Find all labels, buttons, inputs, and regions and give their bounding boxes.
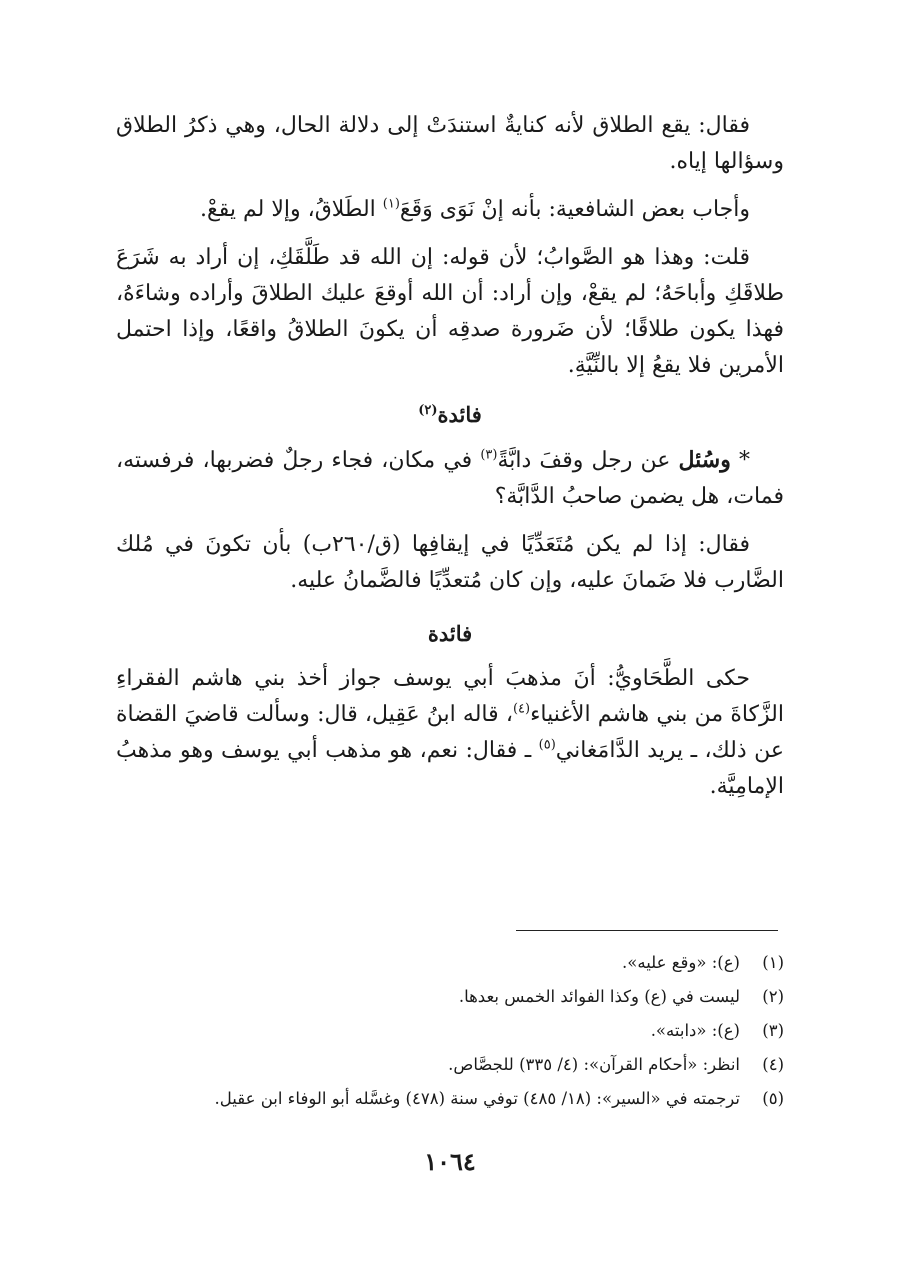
paragraph-4-bold: وسُئل [678,447,731,473]
footnote-item [116,1048,784,1082]
paragraph-4 [116,442,784,515]
paragraph-2 [116,192,784,228]
footnote-number: (٢) [762,987,784,1006]
footnote-text: (ع): «دابته». [650,1021,740,1040]
paragraph-6-text-c: ـ فقال: نعم، هو مذهب أبي يوسف وهو مذهبُ الإمامِيَّة. [116,738,784,799]
footnote-item [116,980,784,1014]
footnote-ref-5: (٥) [538,737,556,753]
footnote-number: (١) [762,953,784,972]
section-heading-1 [116,398,784,432]
footnote-text: ليست في (ع) وكذا الفوائد الخمس بعدها. [458,987,740,1006]
paragraph-4-text-a: عن رجل وقفَ دابَّةً [497,448,679,473]
section-heading-1-text: فائدة [437,402,482,427]
paragraph-1: فقال: يقع الطلاق لأنه كنايةٌ استندَتْ إلى دلالة الحال، وهي ذكرُ الطلاق وسؤالها إياه. [116,113,784,174]
star-marker: * [730,448,750,473]
paragraph-6-text-a: حكى الطَّحَاويُّ: أنَ مذهبَ أبي يوسف جواز أخذ بني هاشم الفقراءِ الزَّكاةَ من بني هاشم الأغنياء [116,666,784,727]
paragraph-5: فقال: إذا لم يكن مُتَعَدِّيًا في إيقافِها (ق/٢٦٠ب) بأن تكونَ في مُلك الضَّارب فلا ضَمانَ عليه، وإن كان مُتعدِّيًا فالضَّمانُ عليه. [116,532,784,593]
footnote-item [116,1014,784,1048]
main-text [116,108,784,805]
paragraph-4-text-b: في مكان، فجاء رجلٌ فضربها، فرفسته، فمات، هل يضمن صاحبُ الدَّابَّة؟ [116,448,784,509]
footnote-item [116,946,784,980]
footnote-ref-4: (٤) [512,701,531,717]
footnote-ref-1: (١) [382,196,400,212]
footnote-text: ترجمته في «السير»: (١٨/ ٤٨٥) توفي سنة (٤٧٨) وغسَّله أبو الوفاء ابن عقيل. [214,1089,740,1108]
footnote-number: (٤) [762,1055,784,1074]
page-number: ١٠٦٤ [424,1147,476,1176]
footnote-ref-2: (٢) [418,403,438,418]
footnote-number: (٣) [762,1021,784,1040]
footnote-text: انظر: «أحكام القرآن»: (٤/ ٣٣٥) للجصَّاص. [448,1055,740,1074]
footnotes [116,946,784,1116]
paragraph-6-text-b: ، قاله ابنُ عَقِيل، قال: وسألت قاضيَ القضاة عن ذلك، ـ يريد الدَّامَغاني [116,702,784,763]
footnote-item [116,1082,784,1116]
section-heading-2: فائدة [427,621,473,646]
footnote-separator [516,930,778,931]
paragraph-2-text-a: وأجاب بعض الشافعية: بأنه إنْ نَوَى وَقَعَ [399,197,750,222]
paragraph-2-text-b: الطَلاقُ، وإلا لم يقعْ. [200,197,383,222]
footnote-text: (ع): «وقع عليه». [622,953,740,972]
footnote-number: (٥) [762,1089,784,1108]
paragraph-6 [116,661,784,805]
paragraph-3: قلت: وهذا هو الصَّوابُ؛ لأن قوله: إن الله قد طَلَّقَكِ، إن أراد به شَرَعَ طلاقَكِ وأباحَهُ؛ لم يقعْ، وإن أراد: أن الله أوقعَ عليك الطلاقَ وأراده وشاءَهُ، فهذا يكون طلاقًا؛ لأن ضَرورة صدقِه أن يكونَ الطلاقُ واقعًا، وإذا احتمل الأمرين فلا يقعُ إلا بالنِّيَّةِ. [116,245,784,378]
footnote-ref-3: (٣) [480,447,498,463]
